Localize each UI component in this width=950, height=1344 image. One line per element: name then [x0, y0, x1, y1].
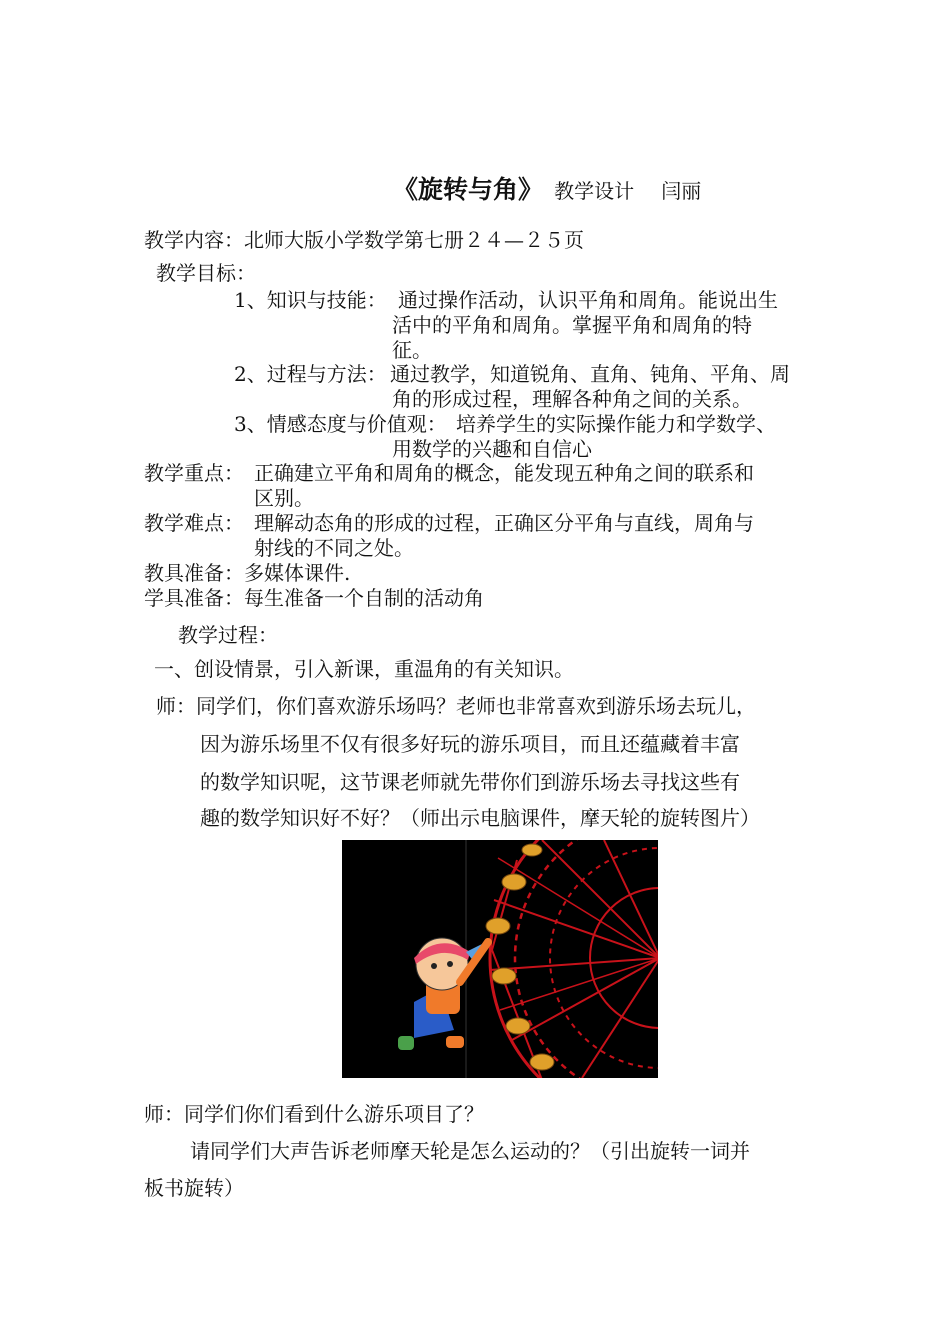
process-label: 教学过程： — [178, 623, 278, 647]
difficulty-line1: 理解动态角的形成的过程，正确区分平角与直线，周角与 — [254, 511, 754, 535]
difficulty-line2: 射线的不同之处。 — [254, 536, 414, 560]
teaching-tools: 教具准备：多媒体课件. — [144, 561, 351, 585]
prompt-line1: 请同学们大声告诉老师摩天轮是怎么运动的？（引出旋转一词并 — [190, 1139, 750, 1163]
section-1-heading: 一、创设情景，引入新课，重温角的有关知识。 — [154, 657, 574, 681]
title-main: 《旋转与角》 — [393, 175, 544, 204]
goal2-line2: 角的形成过程，理解各种角之间的关系。 — [392, 387, 752, 411]
page-title — [393, 170, 701, 206]
key-points-line2: 区别。 — [254, 486, 314, 510]
teacher-para-line1: 师：同学们，你们喜欢游乐场吗？老师也非常喜欢到游乐场去玩儿， — [156, 694, 756, 718]
difficulty-label: 教学难点： — [144, 511, 244, 535]
goal3-label: 3、情感态度与价值观： — [234, 412, 447, 436]
goals-label: 教学目标： — [156, 261, 256, 285]
ferris-wheel-illustration — [342, 840, 658, 1078]
teacher-para-line2: 因为游乐场里不仅有很多好玩的游乐项目，而且还蕴藏着丰富 — [200, 732, 740, 756]
goal3-line1: 培养学生的实际操作能力和学数学、 — [456, 412, 776, 436]
author-name: 闫丽 — [661, 179, 702, 203]
goal3-line2: 用数学的兴趣和自信心 — [392, 437, 592, 461]
student-tools: 学具准备：每生准备一个自制的活动角 — [144, 586, 484, 610]
goal1-line3: 征。 — [392, 338, 432, 362]
goal1-label: 1、知识与技能： — [234, 288, 387, 312]
ferris-wheel-image — [342, 840, 658, 1078]
teaching-content: 教学内容：北师大版小学数学第七册２４—２５页 — [144, 228, 584, 252]
goal2-line1: 通过教学，知道锐角、直角、钝角、平角、周 — [390, 362, 790, 386]
key-points-label: 教学重点： — [144, 461, 244, 485]
title-suffix: 教学设计 — [554, 179, 635, 203]
goal2-label: 2、过程与方法： — [234, 362, 387, 386]
goal1-line1: 通过操作活动，认识平角和周角。能说出生 — [398, 288, 778, 312]
goal1-line2: 活中的平角和周角。掌握平角和周角的特 — [392, 313, 752, 337]
teacher-para-line4: 趣的数学知识好不好？（师出示电脑课件，摩天轮的旋转图片） — [200, 806, 760, 830]
teacher-question: 师：同学们你们看到什么游乐项目了？ — [144, 1102, 484, 1126]
prompt-line2: 板书旋转） — [144, 1176, 244, 1200]
teacher-para-line3: 的数学知识呢，这节课老师就先带你们到游乐场去寻找这些有 — [200, 770, 740, 794]
key-points-line1: 正确建立平角和周角的概念，能发现五种角之间的联系和 — [254, 461, 754, 485]
